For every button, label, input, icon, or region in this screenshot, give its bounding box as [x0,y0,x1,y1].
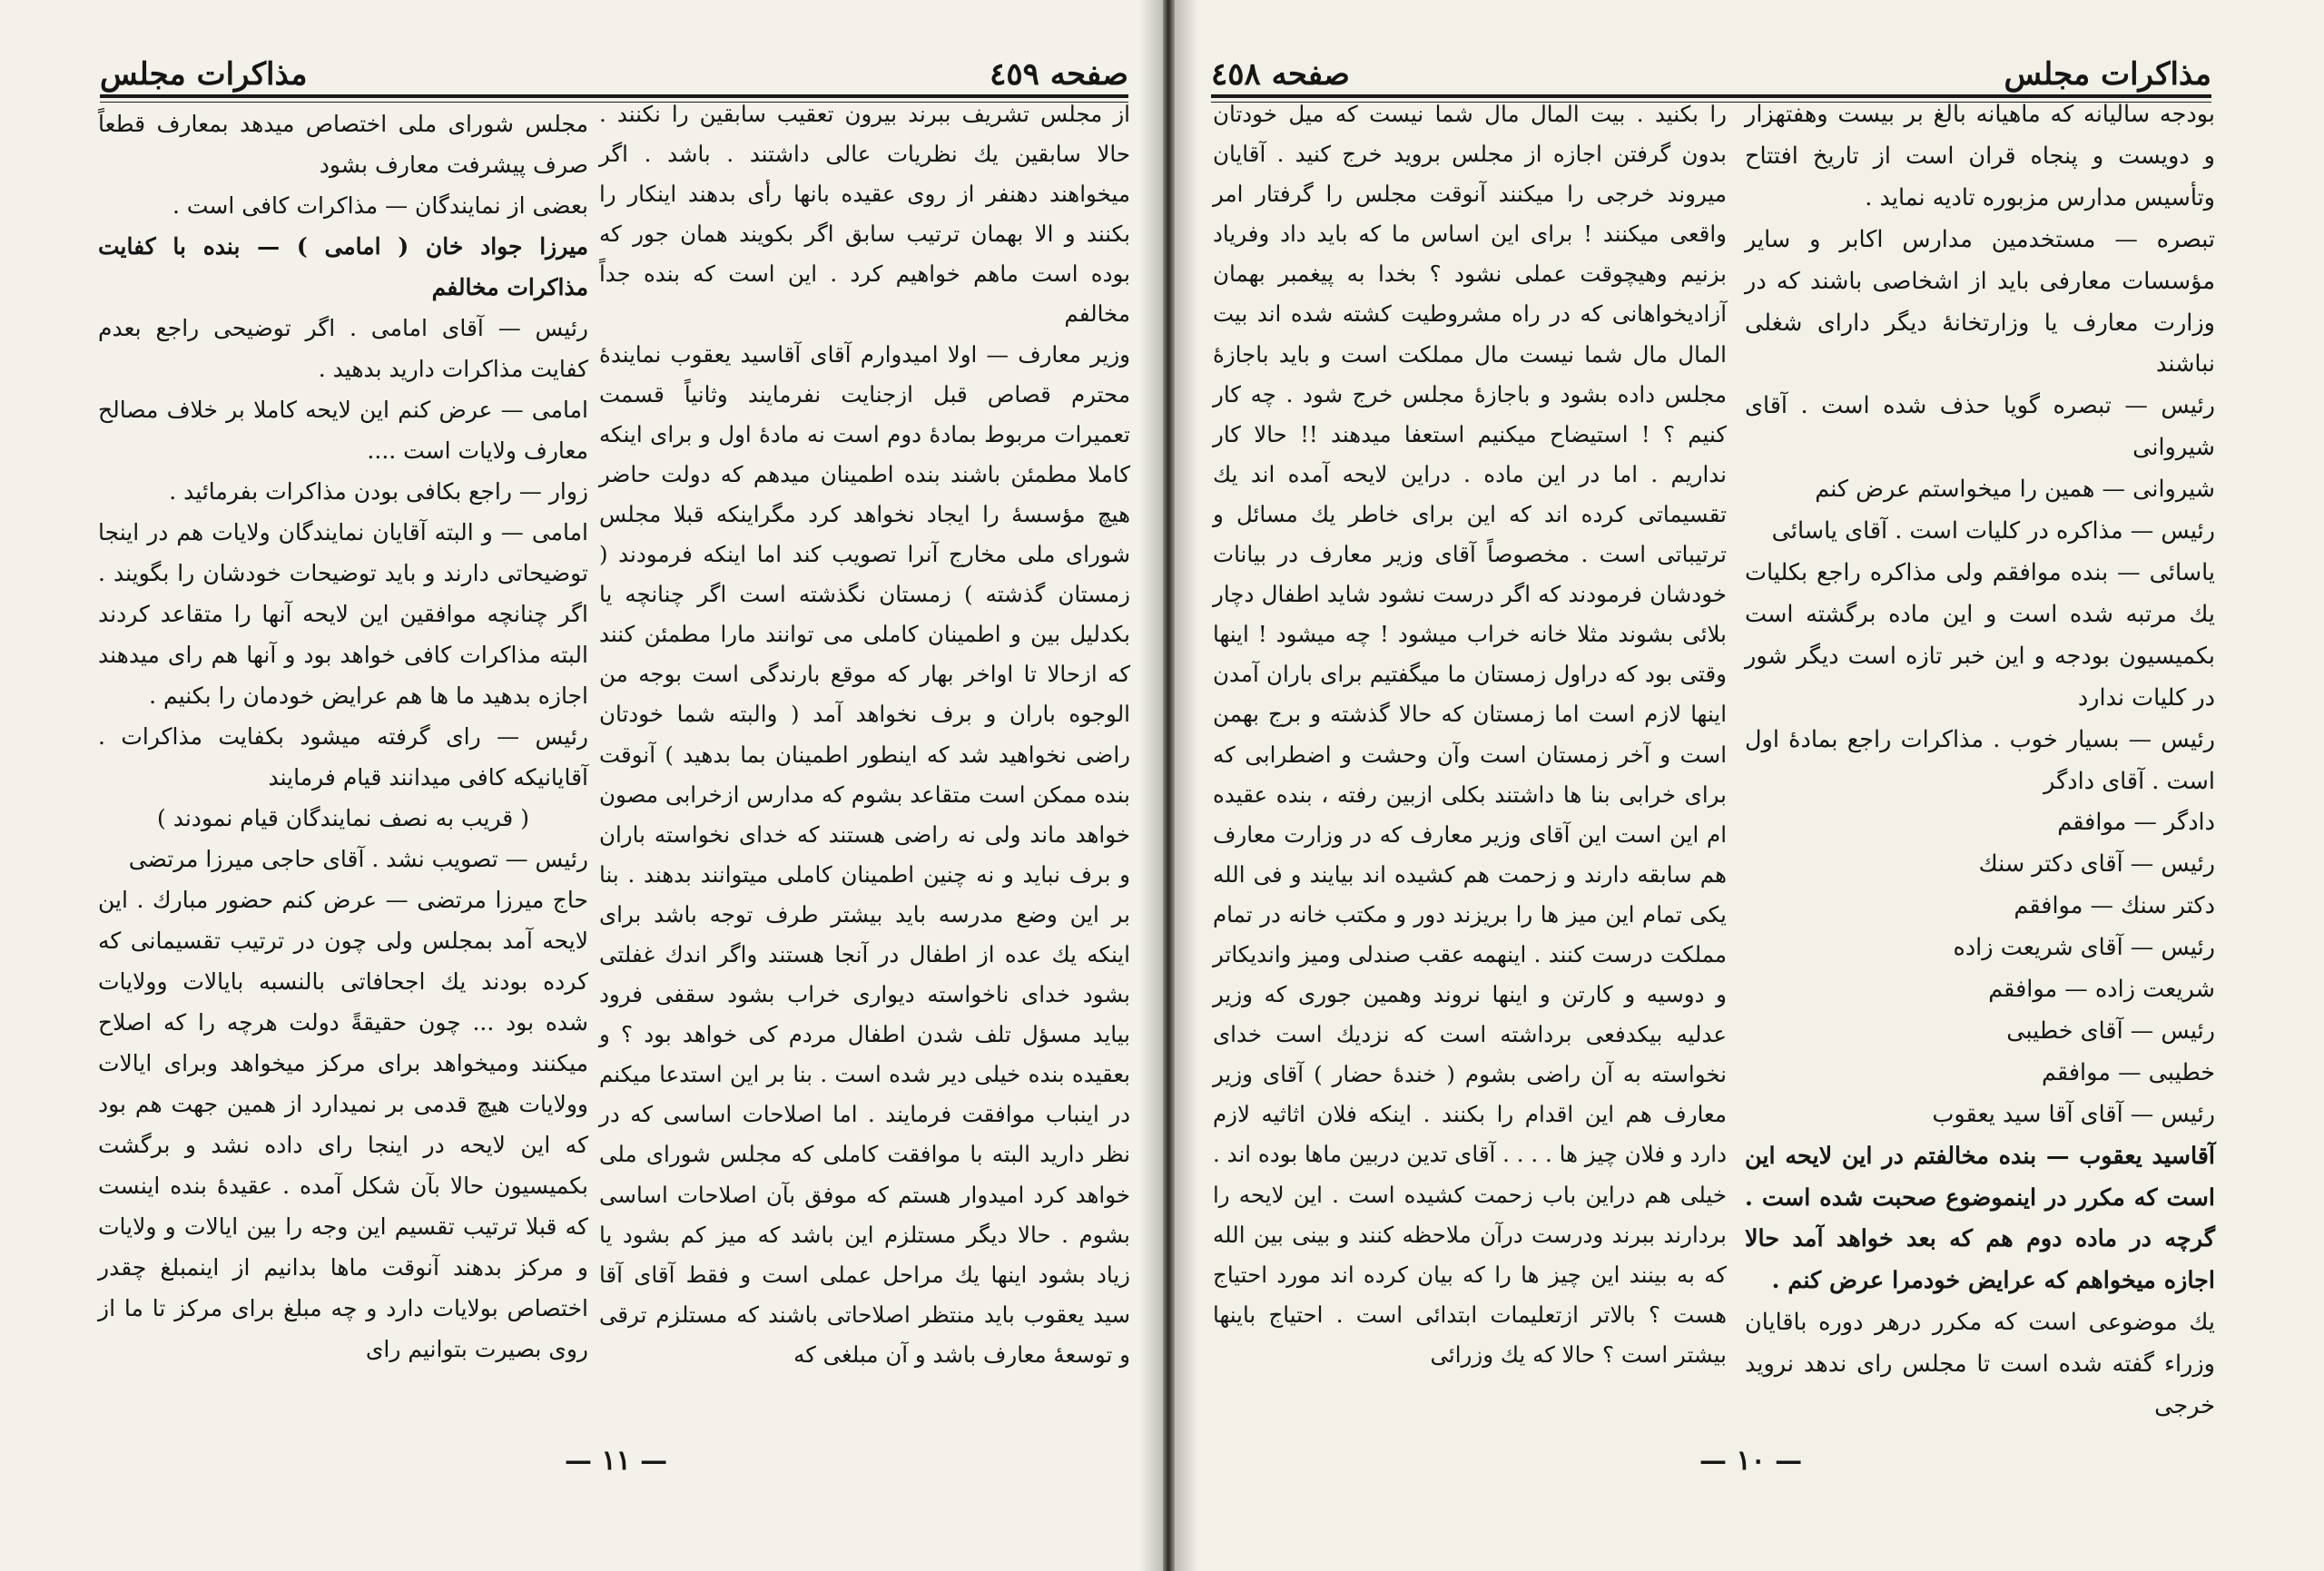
paragraph: رئیس — بسیار خوب . مذاکرات راجع بمادهٔ اول است . آقای دادگر [1745,725,2215,795]
paragraph: رئیس — رای گرفته میشود بکفایت مذاکرات . آقایانیکه کافی میدانند قیام فرمایند [98,723,588,790]
paragraph: رئیس — تصویب نشد . آقای حاجی میرزا مرتضی [128,846,588,872]
paragraph: شیروانی — همین را میخواستم عرض کنم [1815,476,2215,504]
paragraph: از مجلس تشریف ببرند بیرون تعقیب سابقین را نکنند . حالا سابقین یك نظریات عالی داشتند . باشد . اگر میخواهند دهنفر از روی عقیده بانها رأی بدهند اینکار را بکنند و الا بهمان ترتیب سابق اگر بکویند همان جور که بوده است ماهم خواهیم کرد . این است که بنده جداً مخالفم [599,101,1130,328]
paragraph: میرزا جواد خان ( امامی ) — بنده با کفایت مذاکرات مخالفم [98,233,588,300]
header-title: مذاكرات مجلس [2004,56,2211,93]
paragraph: رئیس — تبصره گویا حذف شده است . آقای شیروانی [1745,392,2215,462]
paragraph: رئیس — آقای دکتر سنك [1978,850,2215,879]
paragraph: دکتر سنك — موافقم [2014,892,2215,920]
paragraph: شریعت زاده — موافقم [1988,976,2215,1004]
paragraph: حاج میرزا مرتضی — عرض کنم حضور مبارك . این لایحه آمد بمجلس ولی چون در ترتیب تقسیمانی که کرده بودند یك اجحافاتی بالنسبه بایالات وولایات شده بود ... چون حقیقةً دولت هرچه را که اصلاح میکنند ومیخواهد برای مرکز میخواهد وبرای ایالات وولایات هیچ قدمی بر نمیدارد از همین جهت هم بود که این لایحه در اینجا رای داده نشد و برگشت بکمیسیون حالا بآن شکل آمده . عقیدهٔ بنده اینست که قبلا ترتیب تقسیم این وجه را بین ایالات و ولایات و مرکز بدهند آنوقت ماها بدانیم از اینمبلغ چقدر اختصاص بولایات دارد و چه مبلغ برای مرکز تا ما از روی بصیرت بتوانیم رای [98,887,588,1362]
paragraph: خطیبی — موافقم [2041,1058,2215,1086]
paragraph: یاسائی — بنده موافقم ولی مذاکره راجع بکلیات یك مرتبه شده است و این ماده برگشته است بکمیسیون بودجه و این خبر تازه است دیگر شور در کلیات ندارد [1745,558,2215,712]
text-column-right [599,94,1130,1375]
paragraph: امامی — و البته آقایان نمایندگان ولایات هم در اینجا توضیحاتی دارند و باید توضیحات خودشان را بگویند . اگر چنانچه موافقین این لایحه آنها را متقاعد کردند البته مذاکرات کافی خواهد بود و آنها هم رای میدهند اجازه بدهید ما ها هم عرایض خودمان را بکنیم . [98,519,588,709]
text-column-left [98,103,588,1370]
paragraph: دادگر — موافقم [2057,809,2215,837]
paragraph: رئیس — آقای شریعت زاده [1953,934,2215,962]
page-header [100,47,1128,93]
right-page [1175,0,2324,1571]
paragraph: رئیس — آقای آقا سید یعقوب [1932,1100,2215,1128]
header-title: مذاكرات مجلس [100,56,308,93]
paragraph: آقاسید یعقوب — بنده مخالفتم در این لایحه این است که مکرر در اینموضوع صحبت شده است . گرچه در ماده دوم هم که بعد خواهد آمد حالا اجازه میخواهم که عرایض خودمرا عرض کنم . [1745,1142,2215,1295]
paragraph: ( قریب به نصف نمایندگان قیام نمودند ) [157,805,529,831]
paragraph: رئیس — آقای خطیبی [2006,1016,2215,1045]
paragraph: مجلس شورای ملی اختصاص میدهد بمعارف قطعاً صرف پیشرفت معارف بشود [98,111,588,178]
paragraph: بودجه سالیانه که ماهیانه بالغ بر بیست وهفتهزار و دویست و پنجاه قران است از تاریخ افتتاح وتأسیس مدارس مزبوره تادیه نماید . [1745,101,2215,211]
book-gutter [1163,0,1175,1571]
paragraph: رئیس — مذاکره در کلیات است . آقای یاسائی [1771,517,2215,545]
paragraph: بعضی از نمایندگان — مذاکرات کافی است . [172,192,588,219]
page-footer-number: — ١١ — [565,1445,668,1477]
page-footer-number: — ١٠ — [1699,1445,1803,1477]
paragraph: رئیس — آقای امامی . اگر توضیحی راجع بعدم کفایت مذاکرات دارید بدهید . [98,315,588,382]
paragraph: امامی — عرض کنم این لایحه کاملا بر خلاف مصالح معارف ولایات است .... [98,397,588,464]
paragraph: زوار — راجع بکافی بودن مذاکرات بفرمائید . [169,478,588,505]
page-edge-shadow [1139,0,1163,1571]
paragraph: تبصره — مستخدمین مدارس اکابر و سایر مؤسسات معارفی باید از اشخاصی باشند که در وزارت معارف یا وزارتخانهٔ دیگر دارای شغلی نباشند [1745,225,2215,378]
header-page-number: صفحه ٤٥٩ [990,56,1128,93]
text-column-right [1745,94,2215,1428]
paragraph: را بکنید . بیت المال مال شما نیست که میل خودتان بدون گرفتن اجازه از مجلس بروید خرج کنید . آقایان میروند خرجی را میکنند آنوقت مجلس را گرفتار امر واقعی میکنند ! برای این اساس ما که باید داد وفریاد بزنیم وهیچوقت عملی نشود ؟ بخدا به پیغمبر بهمان آزادیخواهانی که در راه مشروطیت کشته شده اند بیت المال مال شما نیست مال مملکت است و باید باجازهٔ مجلس داده بشود و باجازهٔ مجلس خرج شود . چه کار کنیم ؟ ! استیضاح میکنیم استعفا میدهند !! حالا کار نداریم . اما در این ماده . دراین لایحه آمده اند یك تقسیماتی کرده اند که این برای خاطر یك مسائل و ترتیباتی است . مخصوصاً آقای وزیر معارف در بیانات خودشان فرمودند که اگر درست نشود شاید اطفال دچار بلائی بشوند مثلا خانه خراب میشود ! چه میشود ! اینها وقتی بود که دراول زمستان ما میگفتیم برای باران آمدن اینها لازم است اما زمستان که حالا گذشته و برج بهمن است و آخر زمستان است وآن وحشت و اضطرابی که برای خرابی بنا ها داشتند بکلی ازبین رفته ، بنده عقیده ام این است این آقای وزیر معارف که در وزارت معارف هم سابقه دارند و زحمت هم کشیده اند بیایند و فی الله یکی تمام این میز ها را بریزند دور و مکتب خانه در تمام مملکت درست کنند . اینهمه عقب صندلی ومیز واندیکاتر و دوسیه و کارتن و اینها نروند وهمین جوری که وزیر عدلیه بیکدفعی برداشته است که نزدیك است خدای نخواسته به آن راضی بشوم ( خندهٔ حضار ) آقای وزیر معارف هم این اقدام را بکنند . اینکه فلان اثاثیه لازم دارد و فلان چیز ها . . . . آقای تدین دربین ماها بوده اند . خیلی هم دراین باب زحمت کشیده است . این لایحه را بردارند ببرند ودرست درآن ملاحظه کنند و بینی بین الله که به بینند این چیز ها را که بیان کرده اند مورد احتیاج هست ؟ بالاتر ازتعلیمات ابتدائی است . احتیاج باینها بیشتر است ؟ حالا که یك وزرائی [1213,101,1727,1368]
paragraph: یك موضوعی است که مکرر درهر دوره باقایان وزراء گفته شده است تا مجلس رای ندهد نروید خرجی [1745,1309,2215,1420]
text-column-left [1213,94,1727,1375]
header-page-number: صفحه ٤٥٨ [1211,56,1350,93]
page-edge-shadow [1175,0,1198,1571]
paragraph: وزیر معارف — اولا امیدوارم آقای آقاسید یعقوب نمایندهٔ محترم قصاص قبل ازجنایت نفرمایند وثانیاً قسمت تعمیرات مربوط بمادهٔ دوم است نه مادهٔ اول و برای اینکه کاملا مطمئن باشند بنده اطمینان میدهم که دولت حاضر هیچ مؤسسهٔ را ایجاد نخواهد کرد مگراینکه قبلا مجلس شورای ملی مخارج آنرا تصویب کند اما اینکه فرمودند ( زمستان گذشته ) زمستان نگذشته است اگر چنانچه یا بکدلیل بین و اطمینان کاملی می توانند مارا مطمئن کنند که ازحالا تا اواخر بهار که موقع بارندگی است بوجه من الوجوه باران و برف نخواهد آمد ( والبته شما خودتان راضی نخواهید شد که اینطور اطمینان بما بدهید ) آنوقت بنده ممکن است متقاعد بشوم که مدارس ازخرابی مصون خواهد ماند ولی نه راضی هستند که خدای نخواسته باران و برف نباید و نه چنین اطمینان کاملی میتوانند بدهند . بنا بر این وضع مدرسه باید بیشتر طرف توجه باشد برای اینکه یك عده از اطفال در آنجا هستند واگر اندك غفلتی بشود خدای ناخواسته دیواری خراب بشود سقفی فرود بیاید مسؤل تلف شدن اطفال مردم کی خواهد بود ؟ و بعقیده بنده خیلی دیر شده است . بنا بر این استدعا میکنم در اینباب موافقت فرمایند . اما اصلاحات اساسی که در نظر دارید البته با موافقت کاملی که مجلس شورای ملی خواهد کرد امیدوار هستم که موفق بآن اصلاحات اساسی بشوم . حالا دیگر مستلزم این باشد که میز کم بشود یا زیاد بشود اینها یك مراحل عملی است و فقط آقای آقا سید یعقوب باید منتظر اصلاحاتی باشند که مستلزم ترقی و توسعهٔ معارف باشد و آن مبلغی که [599,340,1130,1368]
page-header [1211,47,2211,93]
